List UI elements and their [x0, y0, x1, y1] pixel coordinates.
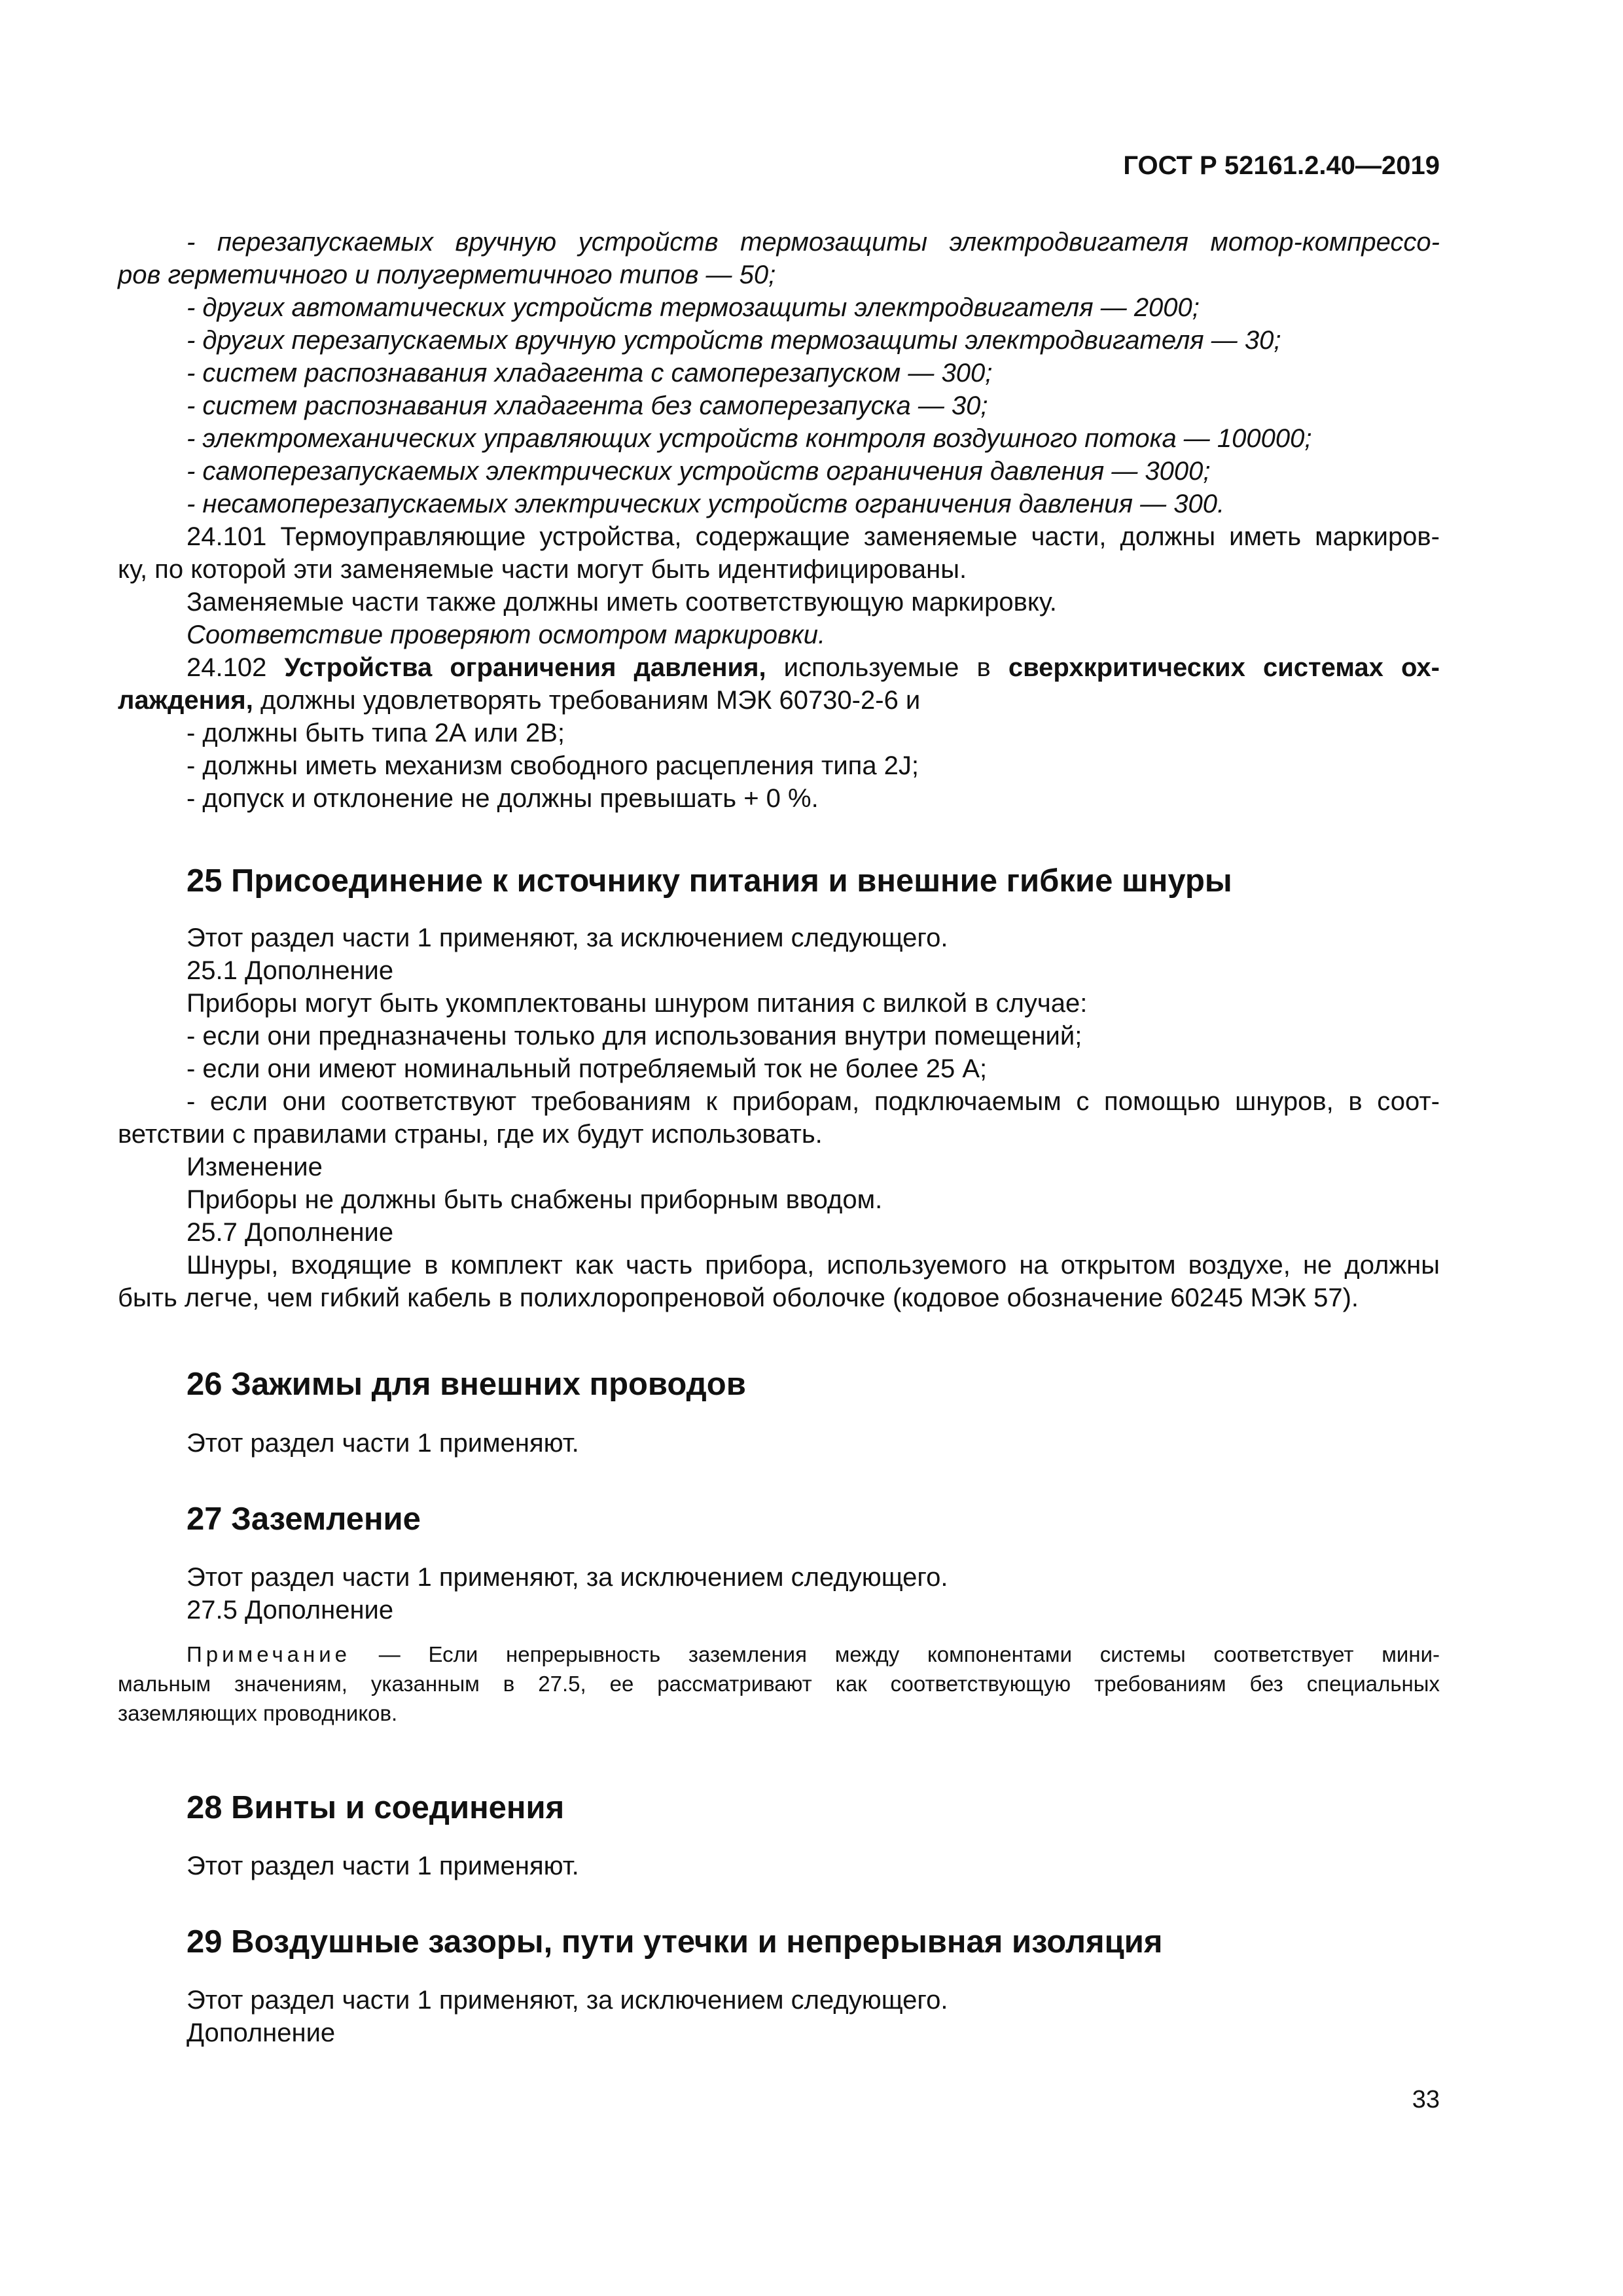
list-item: - должны быть типа 2А или 2В;	[187, 719, 565, 747]
clause-text: должны удовлетворять требованиям МЭК 60730-2-6 и	[260, 686, 921, 715]
paragraph: Этот раздел части 1 применяют, за исключением следующего.	[187, 1986, 948, 2015]
clause-number: 24.102	[187, 653, 267, 682]
subclause-27-5: 27.5 Дополнение	[187, 1596, 394, 1624]
list-item: - систем распознавания хладагента с самоперезапуском — 300;	[187, 359, 993, 387]
bold-term: лаждения,	[118, 686, 253, 715]
list-item: - самоперезапускаемых электрических устройств ограничения давления — 3000;	[187, 457, 1211, 486]
subclause-25-1: 25.1 Дополнение	[187, 956, 394, 985]
note-label: Примечание	[187, 1642, 351, 1666]
list-item: - допуск и отклонение не должны превышать + 0 %.	[187, 784, 819, 813]
list-item: - электромеханических управляющих устройств контроля воздушного потока — 100000;	[187, 424, 1312, 453]
list-item-continuation: ветствии с правилами страны, где их будут использовать.	[118, 1120, 823, 1149]
note-continuation: мальным значениям, указанным в 27.5, ее рассматривают как соответствующую требованиям без специальных	[118, 1672, 1440, 1696]
change-label: Изменение	[187, 1153, 323, 1181]
paragraph: Шнуры, входящие в комплект как часть прибора, используемого на открытом воздухе, не должны	[187, 1251, 1440, 1280]
page-number: 33	[1412, 2086, 1440, 2113]
section-heading-26: 26 Зажимы для внешних проводов	[187, 1367, 746, 1402]
paragraph-continuation: быть легче, чем гибкий кабель в полихлоропреновой оболочке (кодовое обозначение 60245 МЭК 57).	[118, 1283, 1359, 1312]
paragraph: Этот раздел части 1 применяют, за исключением следующего.	[187, 924, 948, 952]
paragraph: Приборы могут быть укомплектованы шнуром питания с вилкой в случае:	[187, 989, 1088, 1018]
addition-label: Дополнение	[187, 2018, 336, 2047]
bold-term: сверхкритических системах ох-	[1008, 653, 1440, 682]
note	[187, 1640, 1440, 1669]
list-item: - если они имеют номинальный потребляемый ток не более 25 А;	[187, 1054, 988, 1083]
paragraph: Приборы не должны быть снабжены приборным вводом.	[187, 1185, 883, 1214]
list-item-continuation: ров герметичного и полугерметичного типов — 50;	[118, 260, 776, 289]
clause-24-102-continuation	[118, 684, 1440, 717]
list-item: - других перезапускаемых вручную устройств термозащиты электродвигателя — 30;	[187, 326, 1281, 355]
note-continuation: заземляющих проводников.	[118, 1701, 398, 1725]
section-heading-29: 29 Воздушные зазоры, пути утечки и непрерывная изоляция	[187, 1924, 1163, 1960]
clause-24-101-continuation: ку, по которой эти заменяемые части могут быть идентифицированы.	[118, 555, 967, 584]
list-item: - несамоперезапускаемых электрических устройств ограничения давления — 300.	[187, 490, 1225, 518]
bold-term: Устройства ограничения давления,	[284, 653, 766, 682]
document-code-header: ГОСТ Р 52161.2.40—2019	[1123, 151, 1440, 180]
list-item: - должны иметь механизм свободного расцепления типа 2J;	[187, 751, 919, 780]
list-item: - систем распознавания хладагента без самоперезапуска — 30;	[187, 391, 988, 420]
section-heading-28: 28 Винты и соединения	[187, 1790, 565, 1825]
clause-24-101: 24.101 Термоуправляющие устройства, содержащие заменяемые части, должны иметь маркиров-	[187, 522, 1440, 551]
section-heading-27: 27 Заземление	[187, 1501, 421, 1537]
list-item: - если они предназначены только для использования внутри помещений;	[187, 1022, 1082, 1050]
list-item: - других автоматических устройств термозащиты электродвигателя — 2000;	[187, 293, 1200, 322]
list-item: - если они соответствуют требованиям к приборам, подключаемым с помощью шнуров, в соот-	[187, 1087, 1440, 1116]
compliance-check: Соответствие проверяют осмотром маркировки.	[187, 620, 826, 649]
note-text: — Если непрерывность заземления между компонентами системы соответствует мини-	[351, 1642, 1440, 1666]
paragraph: Заменяемые части также должны иметь соответствующую маркировку.	[187, 588, 1057, 617]
list-item: - перезапускаемых вручную устройств термозащиты электродвигателя мотор-компрессо-	[187, 228, 1440, 257]
paragraph: Этот раздел части 1 применяют.	[187, 1852, 579, 1880]
paragraph: Этот раздел части 1 применяют, за исключением следующего.	[187, 1563, 948, 1592]
clause-text: используемые в	[783, 653, 991, 682]
section-heading-25: 25 Присоединение к источнику питания и внешние гибкие шнуры	[187, 863, 1232, 899]
clause-24-102	[187, 651, 1440, 684]
subclause-25-7: 25.7 Дополнение	[187, 1218, 394, 1247]
paragraph: Этот раздел части 1 применяют.	[187, 1429, 579, 1458]
